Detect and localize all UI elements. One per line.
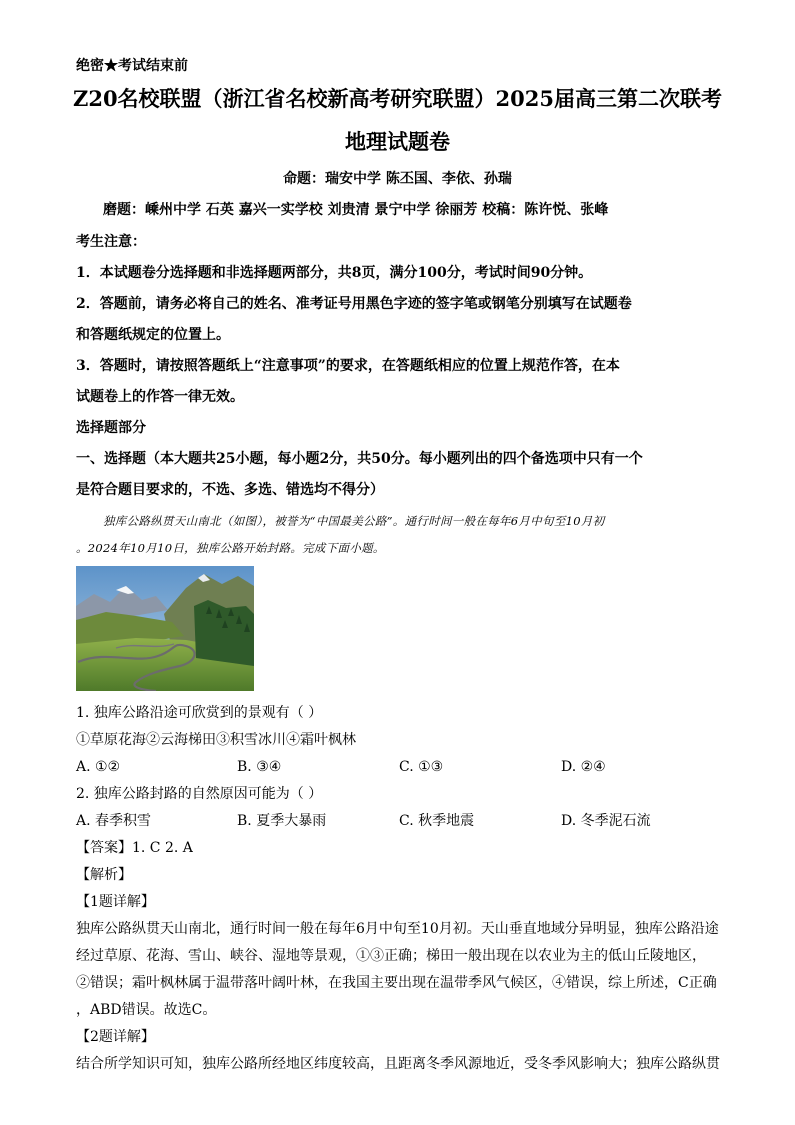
q2-option-d: D. 冬季泥石流 <box>561 813 651 829</box>
section-title: 选择题部分 <box>76 420 146 436</box>
author-line: 命题：瑞安中学 陈丕国、李依、孙瑞 <box>283 171 512 187</box>
notice-1: 1．本试题卷分选择题和非选择题两部分，共8页，满分100分，考试时间90分钟。 <box>76 265 593 281</box>
exam-title: Z20名校联盟（浙江省名校新高考研究联盟）2025届高三第二次联考 <box>73 86 722 111</box>
question-2: 2. 独库公路封路的自然原因可能为（ ） <box>76 786 323 802</box>
q2-option-a: A. 春季积雪 <box>76 813 152 829</box>
analysis-label: 【解析】 <box>76 867 132 883</box>
review-line: 磨题：嵊州中学 石英 嘉兴一实学校 刘贵清 景宁中学 徐丽芳 校稿：陈许悦、张峰 <box>103 202 609 218</box>
intro-line-1: 独库公路纵贯天山南北（如图），被誉为“中国最美公路”。通行时间一般在每年6月中旬至10月初 <box>103 514 605 528</box>
exam-subtitle: 地理试题卷 <box>345 129 450 154</box>
detail-2-title: 【2题详解】 <box>76 1029 155 1045</box>
detail-1-line-1: 独库公路纵贯天山南北，通行时间一般在每年6月中旬至10月初。天山垂直地域分异明显，独库公路沿途 <box>76 921 719 937</box>
detail-2-line-1: 结合所学知识可知，独库公路所经地区纬度较高，且距离冬季风源地近，受冬季风影响大；独库公路纵贯 <box>76 1056 720 1072</box>
detail-1-line-2: 经过草原、花海、雪山、峡谷、湿地等景观，①③正确；梯田一般出现在以农业为主的低山丘陵地区， <box>76 948 706 964</box>
answer-line: 【答案】1. C 2. A <box>76 840 193 856</box>
duku-highway-photo <box>76 566 254 691</box>
detail-1-title: 【1题详解】 <box>76 894 155 910</box>
part1-heading-b: 是符合题目要求的，不选、多选、错选均不得分） <box>76 482 384 498</box>
notice-title: 考生注意： <box>76 234 146 250</box>
mountain-landscape-image <box>76 566 254 691</box>
q2-option-b: B. 夏季大暴雨 <box>237 813 327 829</box>
intro-line-2: 。2024年10月10日，独库公路开始封路。完成下面小题。 <box>76 541 385 555</box>
notice-3a: 3．答题时，请按照答题纸上“注意事项”的要求，在答题纸相应的位置上规范作答，在本 <box>76 358 620 374</box>
part1-heading-a: 一、选择题（本大题共25小题，每小题2分，共50分。每小题列出的四个备选项中只有一个 <box>76 451 643 467</box>
question-1-items: ①草原花海②云海梯田③积雪冰川④霜叶枫林 <box>76 732 356 748</box>
q1-option-c: C. ①③ <box>399 759 444 775</box>
secret-label: 绝密★考试结束前 <box>76 58 188 74</box>
detail-1-line-3: ②错误；霜叶枫林属于温带落叶阔叶林，在我国主要出现在温带季风气候区，④错误，综上所述，C正确 <box>76 975 717 991</box>
q2-option-c: C. 秋季地震 <box>399 813 475 829</box>
q1-option-d: D. ②④ <box>561 759 606 775</box>
notice-3b: 试题卷上的作答一律无效。 <box>76 389 244 405</box>
notice-2b: 和答题纸规定的位置上。 <box>76 327 230 343</box>
q1-option-a: A. ①② <box>76 759 121 775</box>
detail-1-line-4: ，ABD错误。故选C。 <box>76 1002 217 1018</box>
question-1: 1. 独库公路沿途可欣赏到的景观有（ ） <box>76 705 323 721</box>
q1-option-b: B. ③④ <box>237 759 282 775</box>
notice-2a: 2．答题前，请务必将自己的姓名、准考证号用黑色字迹的签字笔或钢笔分别填写在试题卷 <box>76 296 632 312</box>
